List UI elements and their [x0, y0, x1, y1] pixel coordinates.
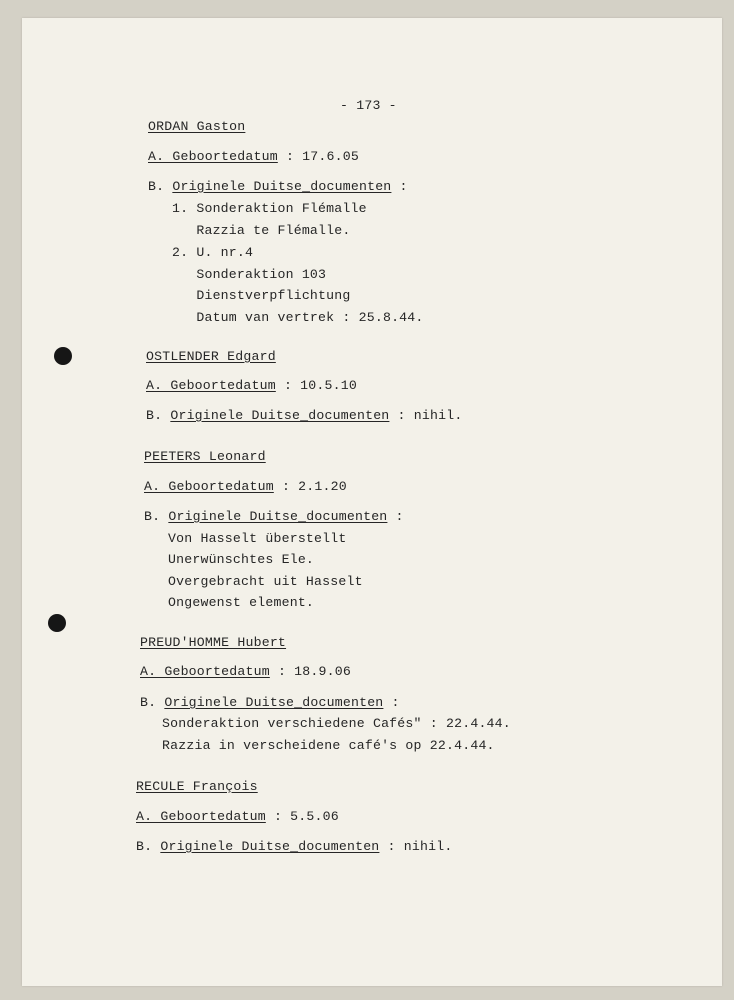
document-item: 1. Sonderaktion Flémalle: [172, 201, 367, 216]
person-name: RECULE François: [136, 779, 258, 794]
document-item: Overgebracht uit Hasselt: [168, 574, 363, 589]
document-item: Unerwünschtes Ele.: [168, 552, 315, 567]
document-item: 2. U. nr.4: [172, 245, 254, 260]
documents-heading: B. Originele Duitse_documenten :: [144, 509, 404, 524]
document-page: [22, 18, 722, 986]
documents-heading: B. Originele Duitse_documenten : nihil.: [146, 408, 463, 423]
document-item: Datum van vertrek : 25.8.44.: [172, 310, 424, 325]
punch-hole: [48, 614, 66, 632]
birth-date-line: A. Geboortedatum : 10.5.10: [146, 378, 357, 393]
birth-date-line: A. Geboortedatum : 2.1.20: [144, 479, 347, 494]
birth-date-line: A. Geboortedatum : 5.5.06: [136, 809, 339, 824]
page-number: - 173 -: [340, 98, 397, 113]
documents-heading: B. Originele Duitse_documenten : nihil.: [136, 839, 453, 854]
document-item: Razzia in verscheidene café's op 22.4.44.: [162, 738, 495, 753]
documents-heading: B. Originele Duitse_documenten :: [148, 179, 408, 194]
person-name: OSTLENDER Edgard: [146, 349, 276, 364]
document-item: Von Hasselt überstellt: [168, 531, 347, 546]
person-name: PREUD'HOMME Hubert: [140, 635, 287, 650]
punch-hole: [54, 347, 72, 365]
person-name: ORDAN Gaston: [148, 119, 246, 134]
document-item: Razzia te Flémalle.: [172, 223, 351, 238]
birth-date-line: A. Geboortedatum : 17.6.05: [148, 149, 359, 164]
document-item: Sonderaktion 103: [172, 267, 327, 282]
document-item: Sonderaktion verschiedene Cafés" : 22.4.44.: [162, 716, 511, 731]
document-item: Ongewenst element.: [168, 595, 315, 610]
document-item: Dienstverpflichtung: [172, 288, 351, 303]
person-name: PEETERS Leonard: [144, 449, 266, 464]
documents-heading: B. Originele Duitse_documenten :: [140, 695, 400, 710]
birth-date-line: A. Geboortedatum : 18.9.06: [140, 664, 351, 679]
